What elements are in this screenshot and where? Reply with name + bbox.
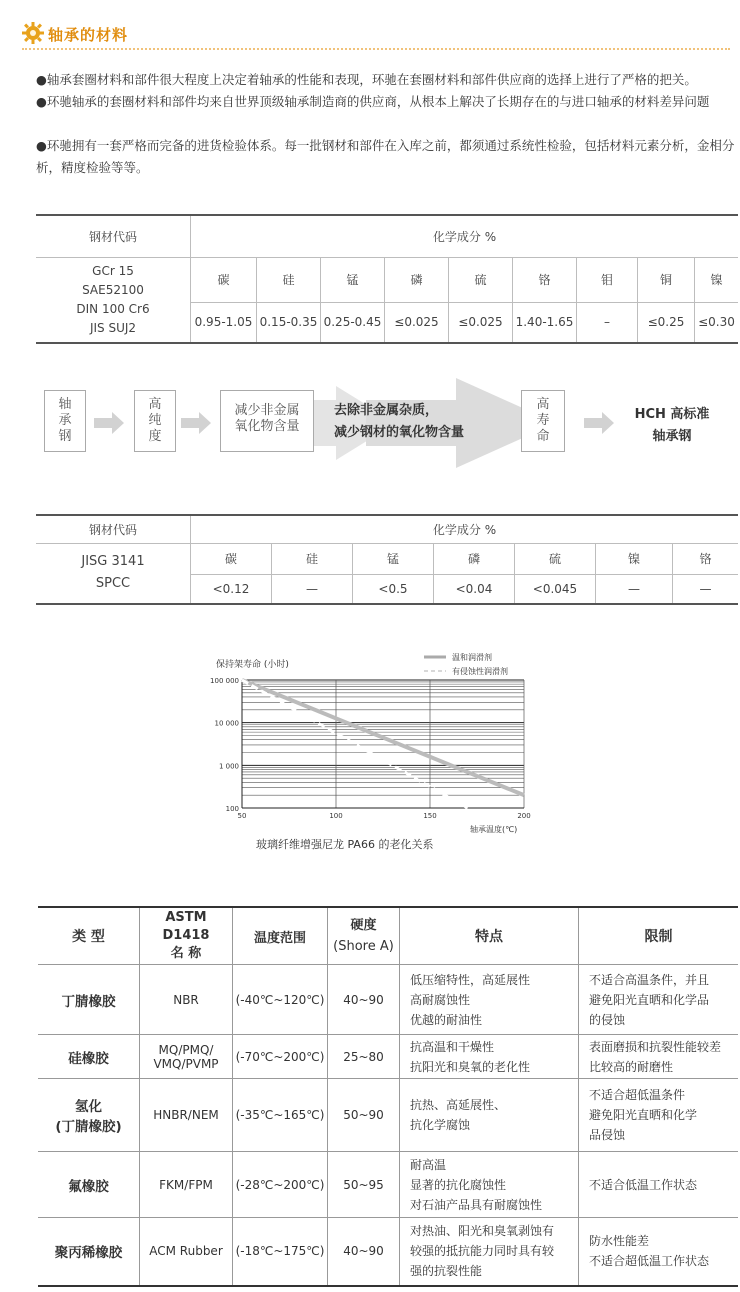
chart-xlabel: 轴承温度(℃)	[470, 825, 518, 834]
flow-step-reduce-oxides	[220, 390, 314, 452]
flow-text: 轴	[58, 397, 72, 412]
element-header: 钼	[577, 257, 638, 302]
element-value: <0.5	[353, 574, 434, 604]
paragraph-3: ●环驰拥有一套严格而完备的进货检验体系。每一批钢材和部件在入库之前，都须通过系统性检验，包括材料元素分析，金相分析，精度检验等等。	[36, 138, 735, 175]
steel-code: DIN 100 Cr6	[76, 301, 150, 316]
astm-name-line: ACM Rubber	[149, 1244, 223, 1259]
material-type-line: 氢化	[75, 1099, 102, 1115]
hardness: 40~90	[328, 1218, 400, 1286]
astm-name-line: FKM/FPM	[159, 1177, 213, 1192]
flow-result	[622, 404, 722, 448]
header-text: ASTM D1418	[162, 910, 210, 943]
element-value: <0.04	[434, 574, 515, 604]
code-header: 钢材代码	[36, 215, 191, 257]
features	[400, 1218, 579, 1286]
element-header: 磷	[434, 543, 515, 574]
header-hardness	[328, 907, 400, 965]
element-header: 硫	[515, 543, 596, 574]
features-line: 强的抗裂性能	[410, 1264, 483, 1279]
flow-text: 纯	[148, 413, 162, 428]
limits-line: 品侵蚀	[589, 1128, 626, 1142]
y-tick-label: 100	[225, 805, 239, 813]
astm-name	[140, 1035, 233, 1079]
element-header: 硫	[449, 257, 513, 302]
element-header: 镍	[695, 257, 739, 302]
limits	[579, 1152, 739, 1218]
limits-line: 不适合超低温工作状态	[589, 1254, 710, 1269]
features-line: 对热油、阳光和臭氧剥蚀有	[410, 1224, 555, 1239]
flow-text: 承	[58, 413, 72, 428]
temp-range: (-18℃~175℃)	[233, 1218, 328, 1286]
hardness: 50~95	[328, 1152, 400, 1218]
features-line: 低压缩特性，高延展性	[410, 972, 531, 987]
material-type	[38, 965, 140, 1035]
element-value: ≤0.025	[449, 302, 513, 343]
flow-text: 度	[148, 429, 162, 444]
limits-line: 避免阳光直晒和化学	[589, 1108, 698, 1122]
element-header: 锰	[353, 543, 434, 574]
element-value: 0.15-0.35	[257, 302, 321, 343]
hardness: 40~90	[328, 965, 400, 1035]
element-value: —	[673, 574, 739, 604]
limits	[579, 1035, 739, 1079]
limits-line: 不适合高温条件，并且	[589, 972, 710, 987]
element-value: 0.95-1.05	[191, 302, 257, 343]
element-value: —	[272, 574, 353, 604]
element-header: 锰	[321, 257, 385, 302]
flow-step-high-purity	[134, 390, 176, 452]
steel-code: SPCC	[95, 576, 131, 592]
composition-header: 化学成分 %	[191, 215, 739, 257]
steel-codes	[36, 257, 191, 343]
features-line: 高耐腐蚀性	[410, 992, 471, 1007]
astm-name-line: NBR	[173, 992, 199, 1007]
material-type-line: 聚丙稀橡胶	[54, 1245, 123, 1262]
flow-text: 去除非金属杂质，	[334, 403, 439, 418]
astm-name	[140, 1152, 233, 1218]
rubber-materials-table	[38, 906, 738, 1287]
chart-ylabel: 保持架寿命 (小时)	[216, 660, 289, 670]
flow-step-long-life	[521, 390, 565, 452]
code-header: 钢材代码	[36, 515, 191, 543]
material-type	[38, 1035, 140, 1079]
steel-code: GCr 15	[92, 263, 134, 278]
gear-icon	[22, 22, 44, 44]
x-tick-label: 100	[329, 812, 343, 820]
y-tick-label: 100 000	[210, 677, 239, 685]
flow-text: HCH 高标准	[634, 407, 710, 422]
material-type	[38, 1218, 140, 1286]
element-value: ≤0.25	[638, 302, 695, 343]
element-header: 镍	[596, 543, 673, 574]
element-header: 铬	[513, 257, 577, 302]
features-line: 抗高温和干燥性	[410, 1039, 495, 1054]
element-value: ≤0.30	[695, 302, 739, 343]
y-tick-label: 1 000	[218, 762, 239, 771]
material-type	[38, 1152, 140, 1218]
flow-text: 钢	[58, 429, 72, 444]
features-line: 耐高温	[410, 1157, 447, 1172]
flow-text: 减少非金属	[234, 403, 300, 418]
limits	[579, 1218, 739, 1286]
paragraph-2: ●环驰轴承的套圈材料和部件均来自世界顶级轴承制造商的供应商，从根本上解决了长期存在的与进口轴承的材料差异问题	[36, 94, 710, 109]
x-tick-label: 150	[423, 812, 437, 820]
astm-name	[140, 1218, 233, 1286]
flow-text: 寿	[536, 413, 550, 428]
x-tick-label: 50	[237, 812, 247, 820]
steel-code: SAE52100	[82, 282, 144, 297]
flow-text: 高	[148, 397, 162, 412]
astm-name-line: VMQ/PVMP	[153, 1056, 219, 1071]
features-line: 抗化学腐蚀	[410, 1118, 471, 1132]
limits	[579, 1079, 739, 1152]
steel-codes	[36, 543, 191, 604]
limits	[579, 965, 739, 1035]
astm-name	[140, 1079, 233, 1152]
header-feature: 特点	[400, 907, 579, 965]
flow-text: 氧化物含量	[234, 419, 300, 434]
element-header: 铜	[638, 257, 695, 302]
material-type-line: 氟橡胶	[68, 1178, 109, 1195]
features-line: 优越的耐油性	[410, 1012, 483, 1027]
element-value: —	[596, 574, 673, 604]
section-title: 轴承的材料	[48, 26, 129, 44]
limits-line: 的侵蚀	[589, 1012, 626, 1027]
title-divider	[22, 48, 730, 50]
x-tick-label: 200	[517, 812, 531, 820]
limits-line: 表面磨损和抗裂性能较差	[589, 1039, 722, 1054]
features	[400, 1152, 579, 1218]
limits-line: 不适合低温工作状态	[589, 1177, 698, 1192]
table-row	[38, 1152, 738, 1218]
flow-step-bearing-steel	[44, 390, 86, 452]
element-header: 磷	[385, 257, 449, 302]
hardness: 50~90	[328, 1079, 400, 1152]
paragraph-1: ●轴承套圈材料和部件很大程度上决定着轴承的性能和表现，环驰在套圈材料和部件供应商的选择上进行了严格的把关。	[36, 72, 697, 87]
limits-line: 防水性能差	[589, 1234, 650, 1249]
table-row	[38, 1079, 738, 1152]
header-text: (Shore A)	[333, 939, 394, 954]
features-line: 显著的抗化腐蚀性	[410, 1177, 507, 1192]
features-line: 对石油产品具有耐腐蚀性	[410, 1197, 543, 1212]
material-type	[38, 1079, 140, 1152]
hardness: 25~80	[328, 1035, 400, 1079]
element-value: 0.25-0.45	[321, 302, 385, 343]
table-row	[38, 1218, 738, 1286]
temp-range: (-40℃~120℃)	[233, 965, 328, 1035]
element-header: 铬	[673, 543, 739, 574]
material-type-line: (丁腈橡胶)	[55, 1119, 122, 1135]
legend-label: 温和润滑剂	[452, 653, 492, 662]
limits-line: 避免阳光直晒和化学品	[589, 992, 710, 1007]
material-type-line: 丁腈橡胶	[61, 993, 116, 1010]
features	[400, 1035, 579, 1079]
chart-caption: 玻璃纤维增强尼龙 PA66 的老化关系	[256, 838, 434, 851]
element-header: 硅	[257, 257, 321, 302]
table-row	[38, 965, 738, 1035]
features-line: 较强的抵抗能力同时具有较	[410, 1244, 555, 1259]
series-line-aggressive-lubricant	[242, 680, 468, 808]
astm-name-line: MQ/PMQ/	[158, 1042, 214, 1057]
bearing-steel-composition-table	[36, 214, 738, 344]
section-header	[0, 14, 740, 50]
limits-line: 比较高的耐磨性	[589, 1059, 674, 1074]
features	[400, 1079, 579, 1152]
legend-label: 有侵蚀性润滑剂	[452, 667, 508, 676]
features-line: 抗热、高延展性、	[410, 1098, 507, 1112]
header-type: 类 型	[38, 907, 140, 965]
element-value: –	[577, 302, 638, 343]
steel-code: JIS SUJ2	[89, 320, 137, 335]
header-text: 名 称	[170, 946, 202, 961]
element-value: <0.12	[191, 574, 272, 604]
temp-range: (-70℃~200℃)	[233, 1035, 328, 1079]
y-tick-label: 10 000	[214, 719, 239, 728]
spcc-composition-table	[36, 514, 738, 605]
features-line: 抗阳光和臭氧的老化性	[410, 1059, 531, 1074]
element-value: ≤0.025	[385, 302, 449, 343]
features	[400, 965, 579, 1035]
element-value: 1.40-1.65	[513, 302, 577, 343]
element-value: <0.045	[515, 574, 596, 604]
header-astm	[140, 907, 233, 965]
composition-header: 化学成分 %	[191, 515, 739, 543]
astm-name-line: HNBR/NEM	[153, 1108, 219, 1122]
element-header: 硅	[272, 543, 353, 574]
temp-range: (-28℃~200℃)	[233, 1152, 328, 1218]
steel-code: JISG 3141	[81, 554, 145, 570]
element-header: 碳	[191, 257, 257, 302]
header-limit: 限制	[579, 907, 739, 965]
header-text: 硬度	[350, 918, 377, 933]
flow-text: 高	[536, 397, 550, 412]
material-type-line: 硅橡胶	[68, 1050, 109, 1067]
flow-text: 轴承钢	[652, 429, 692, 444]
flow-process-text	[334, 400, 494, 444]
flow-text: 命	[536, 429, 550, 444]
temp-range: (-35℃~165℃)	[233, 1079, 328, 1152]
element-header: 碳	[191, 543, 272, 574]
limits-line: 不适合超低温条件	[589, 1088, 686, 1102]
table-row	[38, 1035, 738, 1079]
flow-text: 减少钢材的氧化物含量	[334, 425, 465, 440]
header-temp: 温度范围	[233, 907, 328, 965]
astm-name	[140, 965, 233, 1035]
aging-chart	[200, 646, 540, 856]
